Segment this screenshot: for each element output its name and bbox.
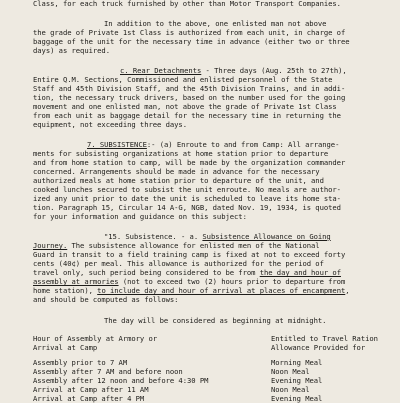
quote-text: home station), xyxy=(33,286,98,295)
para-c-line: Entire Q.M. Sections, Commissioned and enlisted personnel of the State xyxy=(33,75,333,84)
quote-text: travel only, such period being considered to be from xyxy=(33,268,260,277)
para-7-line: ments for subsisting organizations at home station prior to departure xyxy=(33,149,329,158)
quote-line xyxy=(104,233,331,241)
para-c-line: tion, the necessary truck drivers, based on the number used for the going xyxy=(33,93,346,102)
table-row-hour: Assembly after 12 noon and before 4:30 PM xyxy=(33,376,209,385)
table-row-hour: Arrival at Camp after 4 PM xyxy=(33,394,145,403)
para-a-line: days) as required. xyxy=(33,46,110,55)
quote-line xyxy=(33,269,341,277)
quote-text: The subsistence allowance for enlisted men of the National xyxy=(67,241,320,250)
para-c-line xyxy=(120,67,347,75)
table-row-hour: Assembly prior to 7 AM xyxy=(33,358,128,367)
para-c-line: Staff and 45th Division Staff, and the 45th Division Trains, and in addi- xyxy=(33,84,346,93)
midnight-note: The day will be considered as beginning at midnight. xyxy=(104,316,327,325)
quote-underlined-text: assembly at armories xyxy=(33,277,119,286)
para-a-line: baggage of the unit for the necessary time in advance (either two or three xyxy=(33,37,350,46)
para-c-line: from each unit as baggage detail for the necessary time in returning the xyxy=(33,111,341,120)
para-c-text: - Three days (Aug. 25th to 27th), xyxy=(201,66,347,75)
para-7-line: and from home station to camp, will be made by the organization commander xyxy=(33,158,346,167)
para-7-text: :- (a) Enroute to and from Camp: All arrange- xyxy=(146,140,340,149)
table-row-meal: Evening Meal xyxy=(271,376,323,385)
table-row-meal: Noon Meal xyxy=(271,367,310,376)
table-row-meal: Evening Meal xyxy=(271,394,323,403)
quote-text: and should be computed as follows: xyxy=(33,295,179,304)
quote-text: , xyxy=(345,286,350,295)
quote-underlined-text: the day and hour of xyxy=(259,268,341,277)
para-a-line: the grade of Private 1st Class is authorized from each unit, in charge of xyxy=(33,28,346,37)
para-c-line: movement and one enlisted man, not above the grade of Private 1st Class xyxy=(33,102,337,111)
para-7-line xyxy=(87,141,339,149)
quote-text: (not to exceed two (2) hours prior to departure from xyxy=(118,277,346,286)
quote-underlined-text: Journey. xyxy=(33,241,68,250)
table-row-hour: Arrival at Camp after 11 AM xyxy=(33,385,149,394)
table-left-header: Hour of Assembly at Armory or xyxy=(33,334,158,343)
table-row-meal: Morning Meal xyxy=(271,358,323,367)
table-right-header: Entitled to Travel Ration xyxy=(271,334,378,343)
quote-line xyxy=(33,242,320,250)
table-row-meal: Noon Meal xyxy=(271,385,310,394)
quote-line xyxy=(33,296,178,304)
para-7-heading: 7. SUBSISTENCE xyxy=(87,140,147,149)
quote-line xyxy=(33,278,345,286)
quote-text: "15. Subsistence. - a. xyxy=(104,232,203,241)
quote-line xyxy=(33,260,324,268)
table-left-header: Arrival at Camp xyxy=(33,343,98,352)
para-7-line: concerned. Arrangements should be made in advance for the necessary xyxy=(33,167,320,176)
quote-line xyxy=(33,251,345,259)
top-fragment-line: Class, for each truck furnished by other than Motor Transport Companies. xyxy=(33,0,341,8)
para-c-heading: c. Rear Detachments xyxy=(120,66,202,75)
quote-text: Guard in transit to a field training camp is fixed at not to exceed forty xyxy=(33,250,346,259)
para-7-line: for your information and guidance on this subject: xyxy=(33,212,247,221)
table-row-hour: Assembly after 7 AM and before noon xyxy=(33,367,183,376)
para-7-line: authorized meals at home station prior to departure of the unit, and xyxy=(33,176,324,185)
para-7-line: ized any unit prior to date the unit is scheduled to leave its home sta- xyxy=(33,194,341,203)
quote-text: cents (40¢) per meal. This allowance is authorized for the period of xyxy=(33,259,324,268)
para-a-line: In addition to the above, one enlisted man not above xyxy=(104,19,327,28)
quote-underlined-text: to include day and hour of arrival at places of encampment xyxy=(97,286,346,295)
table-right-header: Allowance Provided for xyxy=(271,343,366,352)
quote-line xyxy=(33,287,350,295)
quote-underlined-text: Subsistence Allowance on Going xyxy=(202,232,331,241)
para-7-line: tion. Paragraph 15, Circular 14 A-G, NGB, dated Nov. 19, 1934, is quoted xyxy=(33,203,341,212)
para-c-line: equipment, not exceeding three days. xyxy=(33,120,187,129)
para-7-line: cooked lunches secured to subsist the unit enroute. No meals are author- xyxy=(33,185,341,194)
